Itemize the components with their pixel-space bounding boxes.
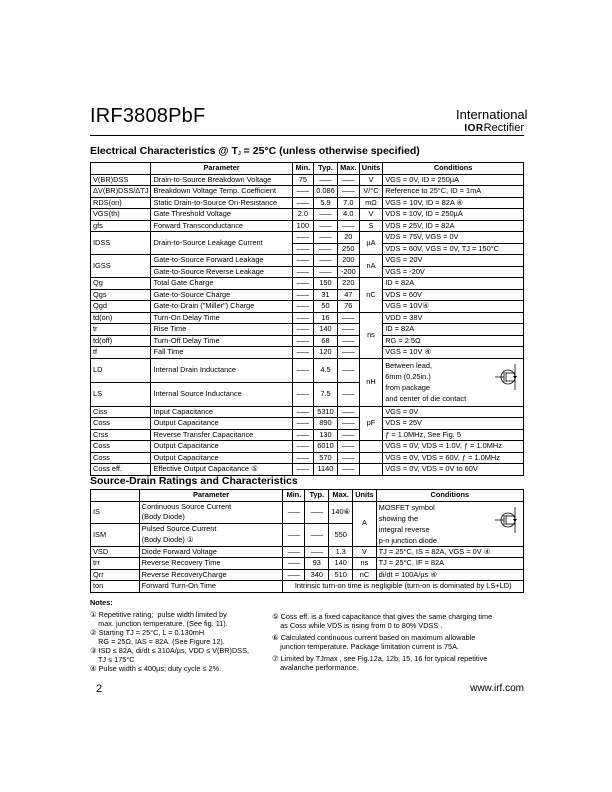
notes-right-column — [272, 612, 532, 672]
source-drain-col-header — [91, 490, 140, 502]
table-row — [91, 278, 524, 290]
max-cell: ––– — [337, 312, 359, 324]
min-cell: ––– — [292, 347, 313, 359]
header-rule — [90, 135, 524, 136]
typ-cell: 31 — [314, 289, 338, 301]
parameter-cell: Breakdown Voltage Temp. Coefficient — [151, 186, 292, 198]
max-cell: 4.0 — [337, 209, 359, 221]
conditions-cell: TJ = 25°C, IF = 82A — [376, 558, 523, 570]
typ-cell: 1140 — [314, 464, 338, 476]
min-cell: ––– — [292, 232, 313, 244]
min-cell: ––– — [283, 524, 305, 547]
typ-cell: 570 — [314, 452, 338, 464]
note-line: max. junction temperature. (See fig. 11). — [90, 619, 228, 628]
min-cell: ––– — [283, 569, 305, 581]
parameter-cell: Output Capacitance — [151, 452, 292, 464]
typ-cell: 5310 — [314, 406, 338, 418]
max-cell: ––– — [337, 441, 359, 453]
typ-cell: 150 — [314, 278, 338, 290]
table-row — [91, 452, 524, 464]
min-cell: ––– — [283, 558, 305, 570]
logo-line2: Rectifier — [483, 122, 524, 134]
max-cell: 20 — [337, 232, 359, 244]
parameter-cell: Total Gate Charge — [151, 278, 292, 290]
units-cell: A — [353, 501, 376, 546]
min-cell: ––– — [292, 382, 313, 406]
table-row — [91, 581, 524, 593]
table-row — [91, 335, 524, 347]
symbol-cell: ton — [91, 581, 140, 593]
max-cell: 1.3 — [329, 546, 353, 558]
min-cell: ––– — [292, 406, 313, 418]
symbol-cell: tf — [91, 347, 151, 359]
min-cell: ––– — [292, 324, 313, 336]
symbol-cell: Ciss — [91, 406, 151, 418]
units-cell: V — [353, 546, 376, 558]
parameter-cell: Continuous Source Current (Body Diode) — [139, 501, 283, 524]
max-cell: ––– — [337, 358, 359, 382]
mosfet-symbol-icon — [491, 505, 521, 535]
table-row — [91, 301, 524, 313]
symbol-cell: trr — [91, 558, 140, 570]
source-drain-col-header: Parameter — [139, 490, 283, 502]
symbol-cell: Qrr — [91, 569, 140, 581]
max-cell: ––– — [337, 418, 359, 430]
units-cell — [359, 441, 382, 453]
table-row — [91, 209, 524, 221]
max-cell: ––– — [337, 324, 359, 336]
logo-line1: International — [456, 107, 528, 122]
electrical-col-header — [91, 163, 151, 175]
typ-cell: 340 — [305, 569, 329, 581]
conditions-cell: VGS = 10V ④ — [383, 347, 524, 359]
conditions-cell: VGS = 0V, VDS = 0V to 60V — [383, 464, 524, 476]
conditions-cell: ID = 82A — [383, 324, 524, 336]
note-line: junction temperature. Package limitation current is 75A. — [272, 642, 459, 651]
parameter-cell: Diode Forward Voltage — [139, 546, 283, 558]
parameter-cell: Gate-to-Drain ("Miller") Charge — [151, 301, 292, 313]
electrical-table — [90, 162, 524, 476]
typ-cell: 16 — [314, 312, 338, 324]
parameter-cell: Internal Source Inductance — [151, 382, 292, 406]
units-cell: ns — [359, 312, 382, 358]
source-drain-col-header: Units — [353, 490, 376, 502]
table-row — [91, 558, 524, 570]
max-cell: 220 — [337, 278, 359, 290]
part-number: IRF3808PbF — [90, 105, 206, 127]
max-cell: 76 — [337, 301, 359, 313]
note-line: TJ ≤ 175°C — [90, 655, 135, 664]
units-cell — [359, 452, 382, 464]
units-cell: nA — [359, 255, 382, 278]
typ-cell: ––– — [305, 524, 329, 547]
typ-cell: ––– — [314, 220, 338, 232]
table-row — [91, 501, 524, 524]
max-cell: ––– — [337, 382, 359, 406]
units-cell: ns — [353, 558, 376, 570]
parameter-cell: Reverse Recovery Time — [139, 558, 283, 570]
units-cell — [359, 464, 382, 476]
source-drain-col-header: Typ. — [305, 490, 329, 502]
min-cell: ––– — [292, 418, 313, 430]
min-cell: ––– — [292, 358, 313, 382]
table-row — [91, 186, 524, 198]
parameter-cell: Rise Time — [151, 324, 292, 336]
max-cell: 250 — [337, 243, 359, 255]
electrical-col-header: Conditions — [383, 163, 524, 175]
conditions-cell: VGS = 10V, ID = 82A ④ — [383, 197, 524, 209]
parameter-cell: Forward Transconductance — [151, 220, 292, 232]
max-cell: -200 — [337, 266, 359, 278]
max-cell: 200 — [337, 255, 359, 267]
min-cell: ––– — [292, 278, 313, 290]
notes-section — [90, 598, 524, 673]
table-row — [91, 220, 524, 232]
conditions-cell: Intrinsic turn-on time is negligible (turn-on is dominated by LS+LD) — [283, 581, 524, 593]
table-row — [91, 569, 524, 581]
typ-cell: ––– — [314, 266, 338, 278]
symbol-cell: tr — [91, 324, 151, 336]
typ-cell: 120 — [314, 347, 338, 359]
page-number: 2 — [96, 683, 103, 695]
symbol-cell: td(on) — [91, 312, 151, 324]
units-cell: nC — [353, 569, 376, 581]
min-cell: ––– — [292, 429, 313, 441]
parameter-cell: Drain-to-Source Breakdown Voltage — [151, 174, 292, 186]
table-row — [91, 358, 524, 382]
symbol-cell: Qgd — [91, 301, 151, 313]
max-cell: ––– — [337, 406, 359, 418]
min-cell: ––– — [292, 301, 313, 313]
min-cell: ––– — [292, 441, 313, 453]
symbol-cell: LD — [91, 358, 151, 382]
notes-left-column — [90, 610, 300, 673]
note-line: ① Repetitive rating; pulse width limited by — [90, 610, 227, 619]
symbol-cell: VSD — [91, 546, 140, 558]
typ-cell: ––– — [305, 501, 329, 524]
min-cell: ––– — [292, 289, 313, 301]
parameter-cell: Effective Output Capacitance ⑤ — [151, 464, 292, 476]
symbol-cell: Coss — [91, 418, 151, 430]
table-row — [91, 232, 524, 244]
symbol-cell: Crss — [91, 429, 151, 441]
conditions-cell: VDS = 60V — [383, 289, 524, 301]
conditions-cell: VDS = 10V, ID = 250µA — [383, 209, 524, 221]
conditions-cell: Between lead, 6mm (0.25in.) from package and center of die contact — [383, 358, 524, 406]
conditions-cell: VDD = 38V — [383, 312, 524, 324]
typ-cell: 7.5 — [314, 382, 338, 406]
units-cell: mΩ — [359, 197, 382, 209]
parameter-cell: Input Capacitance — [151, 406, 292, 418]
table-row — [91, 266, 524, 278]
note-line: avalanche performance. — [272, 663, 359, 672]
conditions-cell: TJ = 25°C, IS = 82A, VGS = 0V ④ — [376, 546, 523, 558]
min-cell: ––– — [292, 197, 313, 209]
parameter-cell: Pulsed Source Current (Body Diode) ① — [139, 524, 283, 547]
conditions-cell: VGS = 20V — [383, 255, 524, 267]
units-cell: nH — [359, 358, 382, 406]
table-row — [91, 406, 524, 418]
units-cell: nC — [359, 278, 382, 313]
conditions-cell: VGS = -20V — [383, 266, 524, 278]
max-cell: 47 — [337, 289, 359, 301]
units-cell: V — [359, 209, 382, 221]
conditions-cell: VDS = 25V, ID = 82A — [383, 220, 524, 232]
typ-cell: 140 — [314, 324, 338, 336]
units-cell: V — [359, 174, 382, 186]
max-cell: ––– — [337, 429, 359, 441]
parameter-cell: Forward Turn-On Time — [139, 581, 283, 593]
conditions-cell: ƒ = 1.0MHz, See Fig. 5 — [383, 429, 524, 441]
min-cell: ––– — [292, 266, 313, 278]
conditions-cell: VDS = 25V — [383, 418, 524, 430]
typ-cell: 4.5 — [314, 358, 338, 382]
conditions-cell: VGS = 10V④ — [383, 301, 524, 313]
min-cell: 100 — [292, 220, 313, 232]
parameter-cell: Internal Drain Inductance — [151, 358, 292, 382]
typ-cell: ––– — [305, 546, 329, 558]
note-line: ⑦ Limited by TJmax , see Fig.12a, 12b, 15, 16 for typical repetitive — [272, 654, 488, 663]
typ-cell: 890 — [314, 418, 338, 430]
conditions-cell: VGS = 0V — [383, 406, 524, 418]
units-cell: V/°C — [359, 186, 382, 198]
parameter-cell: Output Capacitance — [151, 418, 292, 430]
min-cell: 2.0 — [292, 209, 313, 221]
typ-cell: 6010 — [314, 441, 338, 453]
conditions-cell: di/dt = 100A/µs ④ — [376, 569, 523, 581]
symbol-cell: gfs — [91, 220, 151, 232]
symbol-cell: Coss — [91, 441, 151, 453]
electrical-col-header: Units — [359, 163, 382, 175]
parameter-cell: Gate-to-Source Reverse Leakage — [151, 266, 292, 278]
parameter-cell: Gate-to-Source Charge — [151, 289, 292, 301]
min-cell: ––– — [292, 452, 313, 464]
symbol-cell: V(BR)DSS — [91, 174, 151, 186]
max-cell: 510 — [329, 569, 353, 581]
table-row — [91, 324, 524, 336]
parameter-cell: Drain-to-Source Leakage Current — [151, 232, 292, 255]
units-cell: pF — [359, 406, 382, 441]
note-line: ② Starting TJ = 25°C, L = 0.130mH — [90, 628, 205, 637]
typ-cell: 50 — [314, 301, 338, 313]
conditions-cell: ID = 82A — [383, 278, 524, 290]
company-logo — [456, 107, 528, 135]
typ-cell: 130 — [314, 429, 338, 441]
min-cell: ––– — [292, 186, 313, 198]
table-row — [91, 174, 524, 186]
min-cell: ––– — [292, 255, 313, 267]
parameter-cell: Output Capacitance — [151, 441, 292, 453]
electrical-col-header: Typ. — [314, 163, 338, 175]
typ-cell: ––– — [314, 209, 338, 221]
table-row — [91, 418, 524, 430]
symbol-cell: ISM — [91, 524, 140, 547]
table-row — [91, 347, 524, 359]
max-cell: ––– — [337, 186, 359, 198]
symbol-cell: IDSS — [91, 232, 151, 255]
typ-cell: ––– — [314, 255, 338, 267]
max-cell: ––– — [337, 452, 359, 464]
typ-cell: 68 — [314, 335, 338, 347]
symbol-cell: IGSS — [91, 255, 151, 278]
conditions-cell: VGS = 0V, VDS = 1.0V, ƒ = 1.0MHz — [383, 441, 524, 453]
typ-cell: 93 — [305, 558, 329, 570]
min-cell: ––– — [292, 335, 313, 347]
max-cell: ––– — [337, 220, 359, 232]
max-cell: ––– — [337, 464, 359, 476]
min-cell: ––– — [292, 464, 313, 476]
table-row — [91, 441, 524, 453]
symbol-cell: td(off) — [91, 335, 151, 347]
conditions-cell: VDS = 75V, VGS = 0V — [383, 232, 524, 244]
parameter-cell: Gate-to-Source Forward Leakage — [151, 255, 292, 267]
units-cell: S — [359, 220, 382, 232]
table-row — [91, 429, 524, 441]
parameter-cell: Turn-On Delay Time — [151, 312, 292, 324]
min-cell: 75 — [292, 174, 313, 186]
conditions-cell: VDS = 60V, VGS = 0V, TJ = 150°C — [383, 243, 524, 255]
electrical-col-header: Min. — [292, 163, 313, 175]
electrical-header-row — [91, 163, 524, 175]
max-cell: 140⑥ — [329, 501, 353, 524]
electrical-col-header: Parameter — [151, 163, 292, 175]
min-cell: ––– — [292, 312, 313, 324]
max-cell: ––– — [337, 347, 359, 359]
source-drain-header-row — [91, 490, 524, 502]
parameter-cell: Gate Threshold Voltage — [151, 209, 292, 221]
mosfet-symbol-icon — [491, 362, 521, 392]
parameter-cell: Reverse Transfer Capacitance — [151, 429, 292, 441]
table-row — [91, 289, 524, 301]
note-line: ⑥ Calculated continuous current based on maximum allowable — [272, 633, 476, 642]
parameter-cell: Turn-Off Delay Time — [151, 335, 292, 347]
max-cell: ––– — [337, 335, 359, 347]
symbol-cell: Qgs — [91, 289, 151, 301]
typ-cell: 5.9 — [314, 197, 338, 209]
symbol-cell: Coss — [91, 452, 151, 464]
source-drain-col-header: Conditions — [376, 490, 523, 502]
max-cell: 140 — [329, 558, 353, 570]
logo-ior: IOR — [464, 123, 484, 134]
note-line: ④ Pulse width ≤ 400µs; duty cycle ≤ 2%. — [90, 664, 222, 673]
min-cell: ––– — [283, 546, 305, 558]
table-row — [91, 197, 524, 209]
parameter-cell: Static Drain-to-Source On-Resistance — [151, 197, 292, 209]
units-cell: µA — [359, 232, 382, 255]
symbol-cell: Qg — [91, 278, 151, 290]
table-row — [91, 464, 524, 476]
symbol-cell: LS — [91, 382, 151, 406]
max-cell: 7.0 — [337, 197, 359, 209]
symbol-cell: IS — [91, 501, 140, 524]
symbol-cell: Coss eff. — [91, 464, 151, 476]
max-cell: ––– — [337, 174, 359, 186]
table-row — [91, 312, 524, 324]
website-url: www.irf.com — [470, 683, 524, 694]
source-drain-col-header: Max. — [329, 490, 353, 502]
min-cell: ––– — [292, 243, 313, 255]
typ-cell: ––– — [314, 232, 338, 244]
parameter-cell: Reverse RecoveryCharge — [139, 569, 283, 581]
table-row — [91, 546, 524, 558]
symbol-cell: ΔV(BR)DSS/ΔTJ — [91, 186, 151, 198]
conditions-cell: VGS = 0V, VDS = 60V, ƒ = 1.0MHz — [383, 452, 524, 464]
electrical-title: Electrical Characteristics @ $T_J = 25^\circ C$ (unless otherwise specified) — [90, 145, 420, 157]
notes-title: Notes: — [90, 598, 113, 607]
symbol-cell: RDS(on) — [91, 197, 151, 209]
note-line: ③ ISD ≤ 82A, di/dt ≤ 310A/µs, VDD ≤ V(BR)DSS, — [90, 646, 250, 655]
typ-cell: ––– — [314, 174, 338, 186]
typ-cell: ––– — [314, 243, 338, 255]
typ-cell: 0.086 — [314, 186, 338, 198]
conditions-cell: Reference to 25°C, ID = 1mA — [383, 186, 524, 198]
conditions-cell: MOSFET symbol showing the integral reverse p-n junction diode. — [376, 501, 523, 546]
note-line: as Coss while VDS is rising from 0 to 80% VDSS . — [272, 621, 443, 630]
table-row — [91, 255, 524, 267]
source-drain-col-header: Min. — [283, 490, 305, 502]
note-line: RG = 25Ω, IAS = 82A. (See Figure 12). — [90, 637, 225, 646]
min-cell: ––– — [283, 501, 305, 524]
symbol-cell: VGS(th) — [91, 209, 151, 221]
source-drain-title: Source-Drain Ratings and Characteristics — [90, 475, 298, 487]
max-cell: 550 — [329, 524, 353, 547]
electrical-col-header: Max. — [337, 163, 359, 175]
parameter-cell: Fall Time — [151, 347, 292, 359]
note-line: ⑤ Coss eff. is a fixed capacitance that gives the same charging time — [272, 612, 493, 621]
conditions-cell: VGS = 0V, ID = 250µA — [383, 174, 524, 186]
conditions-cell: RG = 2.5Ω — [383, 335, 524, 347]
source-drain-table — [90, 489, 524, 593]
